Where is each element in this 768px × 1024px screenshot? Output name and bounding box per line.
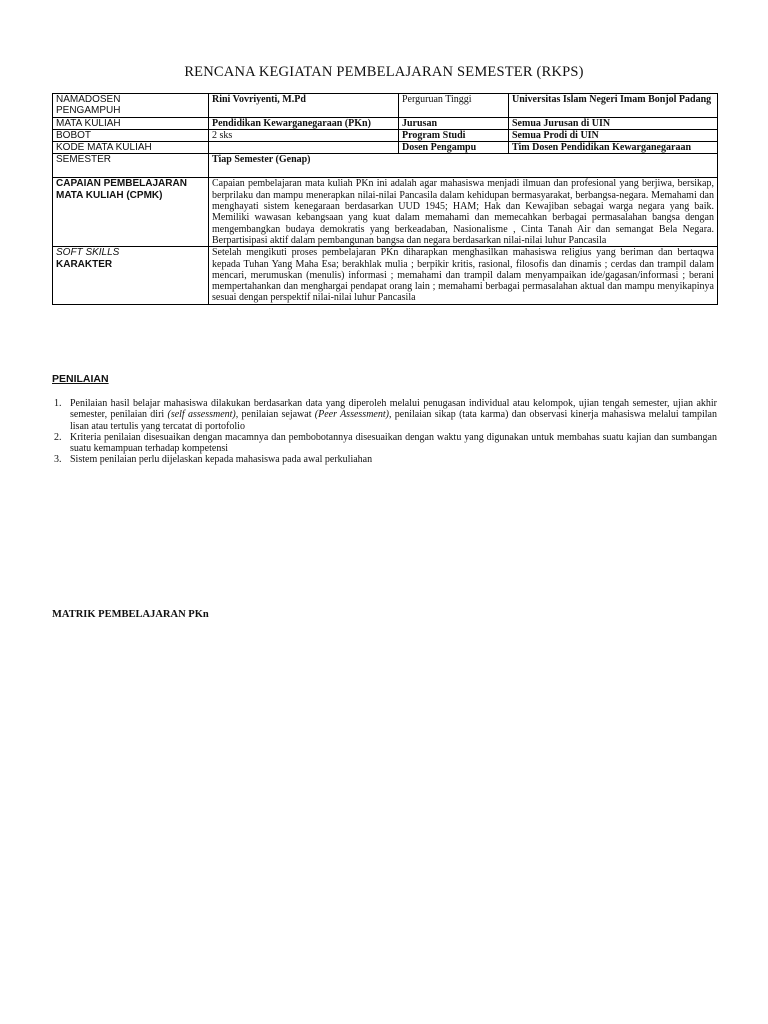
list-number: 1. — [54, 398, 62, 409]
mata-kuliah-label: MATA KULIAH — [53, 117, 209, 129]
perguruan-tinggi-value: Universitas Islam Negeri Imam Bonjol Padang — [509, 94, 718, 118]
bobot-value: 2 sks — [209, 129, 399, 141]
soft-skills-label: SOFT SKILLS — [56, 247, 120, 259]
cpmk-label-cell — [53, 178, 209, 247]
cpmk-text: Capaian pembelajaran mata kuliah PKn ini adalah agar mahasiswa menjadi ilmuan dan profesional yang berjiwa, bersikap, berprilaku dan mampu menerapkan nilai-nilai Pancasila dalam kehidupan bermasyarakat, berbangsa-negara. Memahami dan menghayati sistem kenegaraan berdasarkan UUD 1945; HAM; Hak dan Kewajiban sebagai warga negara yang baik. Memiliki wawasan kebangsaan yang kuat dalam memahami dan memecahkan berbagai permasalahan bangsa dengan mengembangkan budaya demokratis yang berkeadaban, Nasionalisme , Cinta Tanah Air dan semangat Bela Negara. Berpartisipasi aktif dalam pembangunan bangsa dan negara berdasarkan nilai-nilai luhur Pancasila — [209, 178, 718, 247]
penilaian-item2-text: Kriteria penilaian disesuaikan dengan macamnya dan pembobotannya disesuaikan dengan waktu yang digunakan untuk membahas suatu kajian dan sumbangan suatu kemampuan terhadap kompetensi — [70, 431, 717, 455]
bobot-label: BOBOT — [53, 129, 209, 141]
penilaian-list — [52, 398, 717, 466]
penilaian-item1-text-a: Penilaian hasil belajar mahasiswa dilakukan berdasarkan data yang diperoleh melalui penugasan individual atau kelompok, ujian tengah semester, ujian akhir semester, penilaian diri — [70, 398, 717, 421]
dosen-label-line1: NAMADOSEN — [56, 94, 121, 105]
table-row — [53, 94, 718, 118]
table-row — [53, 247, 718, 304]
course-info-table — [52, 93, 718, 305]
list-item — [52, 454, 717, 465]
table-row — [53, 142, 718, 154]
jurusan-label: Jurusan — [399, 117, 509, 129]
cpmk-label-line2: MATA KULIAH (CPMK) — [56, 189, 163, 201]
dosen-label-cell — [53, 94, 209, 118]
penilaian-item1-self-assessment: (self assessment) — [167, 409, 236, 421]
table-row — [53, 178, 718, 247]
dosen-label-line2: PENGAMPUH — [56, 105, 121, 117]
dosen-pengampu-label: Dosen Pengampu — [399, 142, 509, 154]
penilaian-item1-peer-assessment: (Peer Assessment) — [314, 409, 389, 421]
dosen-pengampu-value: Tim Dosen Pendidikan Kewarganegaraan — [509, 142, 718, 154]
perguruan-tinggi-label: Perguruan Tinggi — [399, 94, 509, 118]
dosen-value: Rini Vovriyenti, M.Pd — [209, 94, 399, 118]
program-studi-label: Program Studi — [399, 129, 509, 141]
table-row — [53, 154, 718, 178]
table-row — [53, 117, 718, 129]
kode-mata-kuliah-value — [209, 142, 399, 154]
karakter-text: Setelah mengikuti proses pembelajaran PKn diharapkan menghasilkan mahasiswa religius yang beriman dan bertaqwa kepada Tuhan Yang Maha Esa; berakhlak mulia ; berpikir kritis, rasional, filosofis dan dinamis ; cerdas dan trampil dalam mencari, merumuskan (menulis) informasi ; memahami dan trampil dalam menyampaikan ide/gagasan/informasi ; berani mempertahankan dan menghargai pendapat orang lain ; memahami berbagai permasalahan aktual dan mampu menyikapinya sesuai dengan perspektif nilai-nilai luhur Pancasila — [209, 247, 718, 304]
mata-kuliah-value: Pendidikan Kewarganegaraan (PKn) — [209, 117, 399, 129]
cpmk-label-line1: CAPAIAN PEMBELAJARAN — [56, 178, 187, 190]
list-item — [52, 432, 717, 455]
semester-value: Tiap Semester (Genap) — [209, 154, 718, 178]
karakter-label: KARAKTER — [56, 258, 113, 270]
penilaian-item1-text-c: , penilaian sejawat — [235, 409, 315, 421]
penilaian-item3-text: Sistem penilaian perlu dijelaskan kepada mahasiswa pada awal perkuliahan — [70, 454, 373, 466]
kode-mata-kuliah-label: KODE MATA KULIAH — [53, 142, 209, 154]
semester-label: SEMESTER — [53, 154, 209, 178]
page-title: RENCANA KEGIATAN PEMBELAJARAN SEMESTER (RKPS) — [184, 64, 584, 80]
penilaian-heading: PENILAIAN — [52, 373, 109, 385]
matrik-heading: MATRIK PEMBELAJARAN PKn — [52, 609, 209, 620]
list-item — [52, 398, 717, 432]
program-studi-value: Semua Prodi di UIN — [509, 129, 718, 141]
jurusan-value: Semua Jurusan di UIN — [509, 117, 718, 129]
list-number: 3. — [54, 454, 62, 466]
karakter-label-cell — [53, 247, 209, 304]
penilaian-item1-text-e: , penilaian sikap (tata karma) dan observasi kinerja mahasiswa melalui tampilan lisan atau tertulis yang tercatat di portofolio — [70, 409, 717, 432]
list-number: 2. — [54, 431, 62, 443]
table-row — [53, 129, 718, 141]
